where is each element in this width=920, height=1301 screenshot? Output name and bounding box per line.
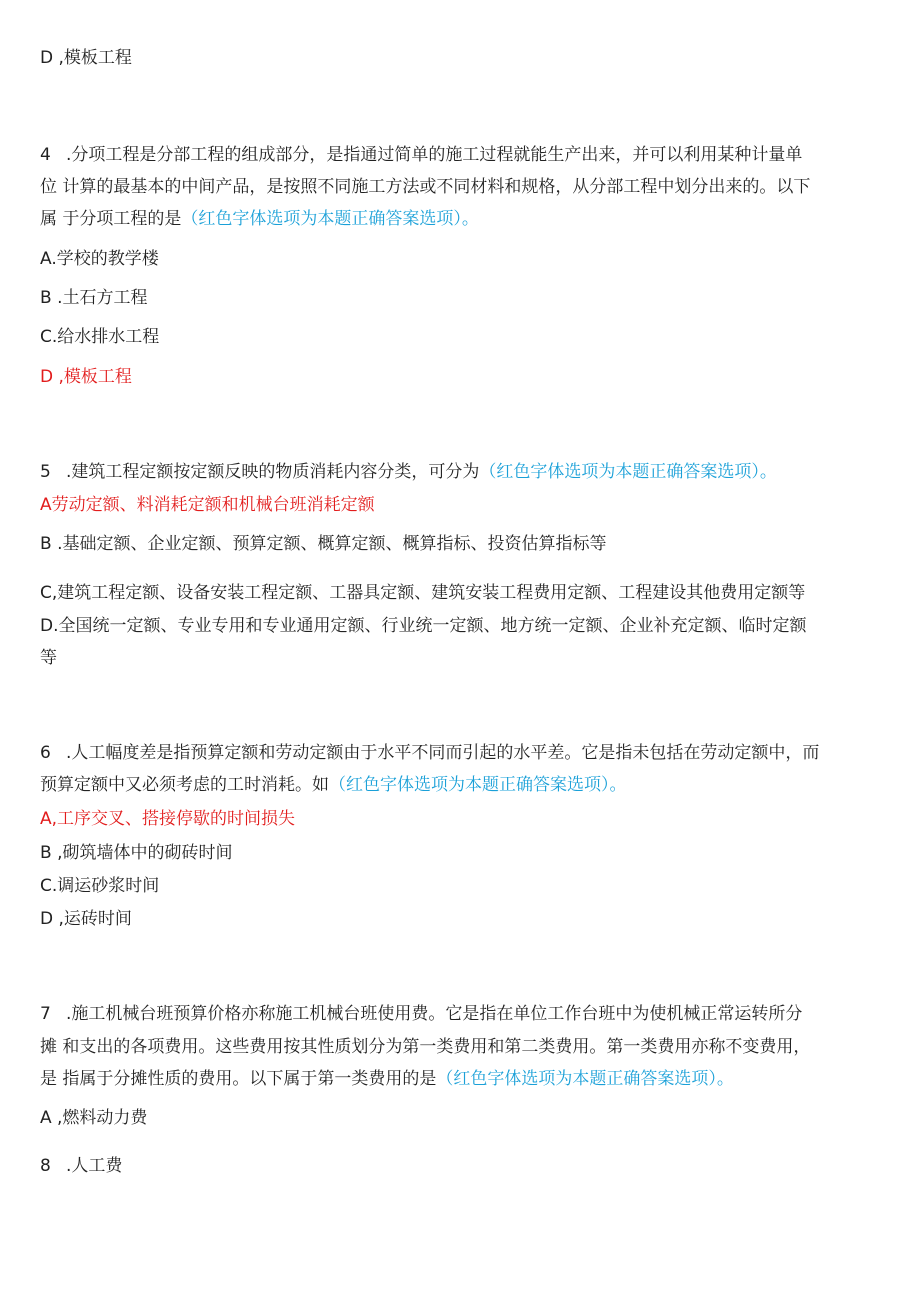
question-number: 7 [40, 1004, 51, 1024]
question-text-line: 是 指属于分摊性质的费用。以下属于第一类费用的是（红色字体选项为本题正确答案选项）。 [40, 1069, 734, 1089]
answer-hint: （红色字体选项为本题正确答案选项）。 [329, 775, 627, 795]
answer-hint: （红色字体选项为本题正确答案选项）。 [181, 209, 479, 229]
question-number: 4 [40, 145, 51, 165]
question-text-line: 位 计算的最基本的中间产品，是按照不同施工方法或不同材料和规格，从分部工程中划分出来的。以下 [40, 177, 811, 197]
option-d: D.全国统一定额、专业专用和专业通用定额、行业统一定额、地方统一定额、企业补充定额、临时定额 [40, 616, 807, 636]
question-text-line: 6 .人工幅度差是指预算定额和劳动定额由于水平不同而引起的水平差。它是指未包括在劳动定额中，而 [40, 743, 820, 763]
option-b: B ,砌筑墙体中的砌砖时间 [40, 843, 233, 863]
question-text-line: 预算定额中又必须考虑的工时消耗。如（红色字体选项为本题正确答案选项）。 [40, 775, 627, 795]
option-c: C,建筑工程定额、设备安装工程定额、工器具定额、建筑安装工程费用定额、工程建设其他费用定额等 [40, 583, 806, 603]
question-text-line: 摊 和支出的各项费用。这些费用按其性质划分为第一类费用和第二类费用。第一类费用亦称不变费用， [40, 1037, 811, 1057]
option-d-continued: 等 [40, 648, 57, 668]
answer-hint: （红色字体选项为本题正确答案选项）。 [436, 1069, 734, 1089]
option-c: C.给水排水工程 [40, 327, 160, 347]
question-number: 6 [40, 743, 51, 763]
question-text-line: 7 .施工机械台班预算价格亦称施工机械台班使用费。它是指在单位工作台班中为使机械正常运转所分 [40, 1004, 803, 1024]
option-b: B .土石方工程 [40, 288, 148, 308]
option-a-correct: A,工序交叉、搭接停歇的时间损失 [40, 809, 296, 829]
trailing-item: 8 .人工费 [40, 1156, 123, 1176]
question-text-line: 4 .分项工程是分部工程的组成部分，是指通过简单的施工过程就能生产出来，并可以利用某种计量单 [40, 145, 803, 165]
option-a: A ,燃料动力费 [40, 1108, 148, 1128]
prev-option-d: D ,模板工程 [40, 48, 132, 68]
question-number: 5 [40, 462, 51, 482]
option-a-correct: A劳动定额、料消耗定额和机械台班消耗定额 [40, 495, 375, 515]
item-number: 8 [40, 1156, 51, 1176]
option-d: D ,运砖时间 [40, 909, 132, 929]
option-d-correct: D ,模板工程 [40, 367, 132, 387]
question-text-line: 5 .建筑工程定额按定额反映的物质消耗内容分类，可分为（红色字体选项为本题正确答案选项）。 [40, 462, 777, 482]
option-b: B .基础定额、企业定额、预算定额、概算定额、概算指标、投资估算指标等 [40, 534, 607, 554]
option-a: A.学校的教学楼 [40, 249, 159, 269]
answer-hint: （红色字体选项为本题正确答案选项）。 [479, 462, 777, 482]
question-text-line: 属 于分项工程的是（红色字体选项为本题正确答案选项）。 [40, 209, 479, 229]
option-c: C.调运砂浆时间 [40, 876, 160, 896]
